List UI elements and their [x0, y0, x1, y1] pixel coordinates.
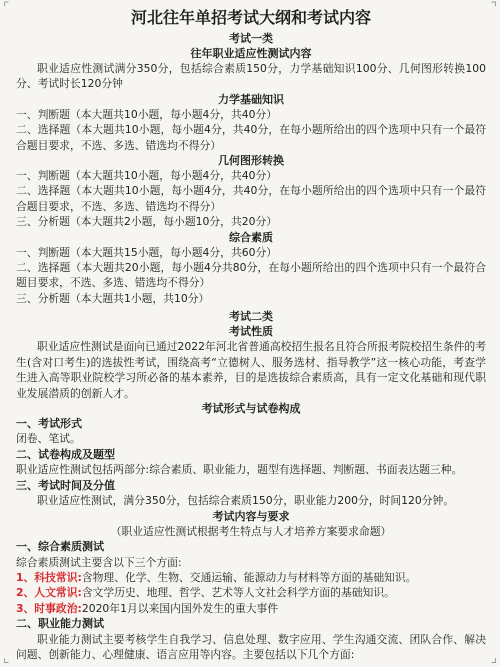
geometry-item-3: 三、分析题（本大题共2小题，每小题10分，共20分） [16, 215, 278, 229]
aspect-text-1: 含物理、化学、生物、交通运输、能源动力与材料等方面的基础知识。 [81, 570, 417, 584]
category-1-subheading: 往年职业适应性测试内容 [190, 47, 312, 60]
geometry-heading: 几何图形转换 [218, 154, 284, 168]
exam-form-section-1: 一、考试形式 [16, 416, 82, 430]
category-2-heading: 考试二类 [229, 310, 273, 324]
corner-mark-top-right: ⌝ [490, 0, 497, 16]
corner-mark-top-left: ⌜ [3, 0, 10, 16]
exam-nature-heading: 考试性质 [229, 325, 273, 339]
aspect-label-1: 1、科技常识: [16, 570, 82, 584]
exam-content-heading: 考试内容与要求 [212, 509, 290, 523]
comprehensive-item-3: 三、分析题（本大题共1小题，共10分） [16, 291, 210, 305]
page-title: 河北往年单招考试大纲和考试内容 [130, 8, 371, 27]
comprehensive-heading: 综合素质 [229, 230, 273, 244]
comprehensive-item-2: 二、选择题（本大题共20小题，每小题4分共80分，在每小题所给出的四个选项中只有一个最符合题目要求，不选、多选、错选均不得分） [16, 261, 486, 290]
capability-test-heading: 二、职业能力测试 [16, 617, 104, 631]
geometry-item-2: 二、选择题（本大题共10小题，每小题4分，共40分，在每小题所给出的四个选项中只有一个最符合题目要求，不选、多选、错选均不得分） [16, 184, 486, 213]
comprehensive-item-1: 一、判断题（本大题共15小题，每小题4分，共60分） [16, 245, 278, 259]
exam-form-section-3: 三、考试时间及分值 [16, 478, 115, 492]
exam-content-note: （职业适应性测试根据考生特点与人才培养方案要求命题） [110, 524, 392, 538]
document-body [16, 5, 486, 662]
aspect-text-2: 含文学历史、地理、哲学、艺术等人文社会科学方面的基础知识。 [81, 586, 395, 600]
comprehensive-test-heading: 一、综合素质测试 [16, 540, 104, 554]
category-1-intro: 职业适应性测试满分350分，包括综合素质150分，力学基础知识100分、几何图形转换100分、考试时长120分钟 [16, 62, 486, 91]
corner-mark-bottom-left: ⌞ [3, 650, 10, 666]
mechanics-item-2: 二、选择题（本大题共10小题，每小题4分，共40分，在每小题所给出的四个选项中只有一个最符合题目要求，不选、多选、错选均不得分） [16, 123, 486, 152]
aspect-item-2 [16, 585, 486, 600]
category-1-heading: 考试一类 [229, 32, 273, 45]
exam-form-heading: 考试形式与试卷构成 [201, 401, 301, 415]
mechanics-heading: 力学基础知识 [218, 92, 284, 106]
exam-form-section-1-text: 闭卷、笔试。 [16, 432, 81, 446]
aspect-item-1 [16, 570, 486, 585]
aspect-label-3: 3、时事政治: [16, 601, 82, 615]
exam-form-section-2: 二、试卷构成及题型 [16, 447, 115, 461]
exam-form-section-3-text: 职业适应性测试，满分350分，包括综合素质150分，职业能力200分，时间120分钟。 [37, 494, 455, 508]
exam-nature-text: 职业适应性测试是面向已通过2022年河北省普通高校招生报名且符合所报考院校招生条件的考生(含对口考生)的选拔性考试，围绕高考“立德树人、服务选材、指导教学”这一核心功能，考查学生进入高等职业院校学习所必备的基本素养，目的是选拔综合素质高，具有一定文化基础和现代职业发展潜质的创新人才。 [16, 340, 486, 400]
capability-test-text: 职业能力测试主要考核学生自我学习、信息处理、数字应用、学生沟通交流、团队合作、解决问题、创新能力、心理健康、语言应用等内容。主要包括以下几个方面: [16, 632, 486, 662]
aspect-text-3: 2020年1月以来国内国外发生的重大事件 [81, 601, 279, 615]
exam-form-section-2-text: 职业适应性测试包括两部分:综合素质、职业能力，题型有选择题、判断题、书面表达题三种。 [16, 463, 463, 477]
aspect-label-2: 2、人文常识: [16, 586, 82, 600]
aspect-item-3 [16, 601, 486, 616]
geometry-item-1: 一、判断题（本大题共10小题，每小题4分，共40分） [16, 169, 278, 183]
corner-mark-bottom-right: ⌟ [490, 650, 497, 666]
comprehensive-test-text: 综合素质测试主要含以下三个方面: [16, 555, 182, 569]
mechanics-item-1: 一、判断题（本大题共10小题，每小题4分，共40分） [16, 107, 278, 121]
